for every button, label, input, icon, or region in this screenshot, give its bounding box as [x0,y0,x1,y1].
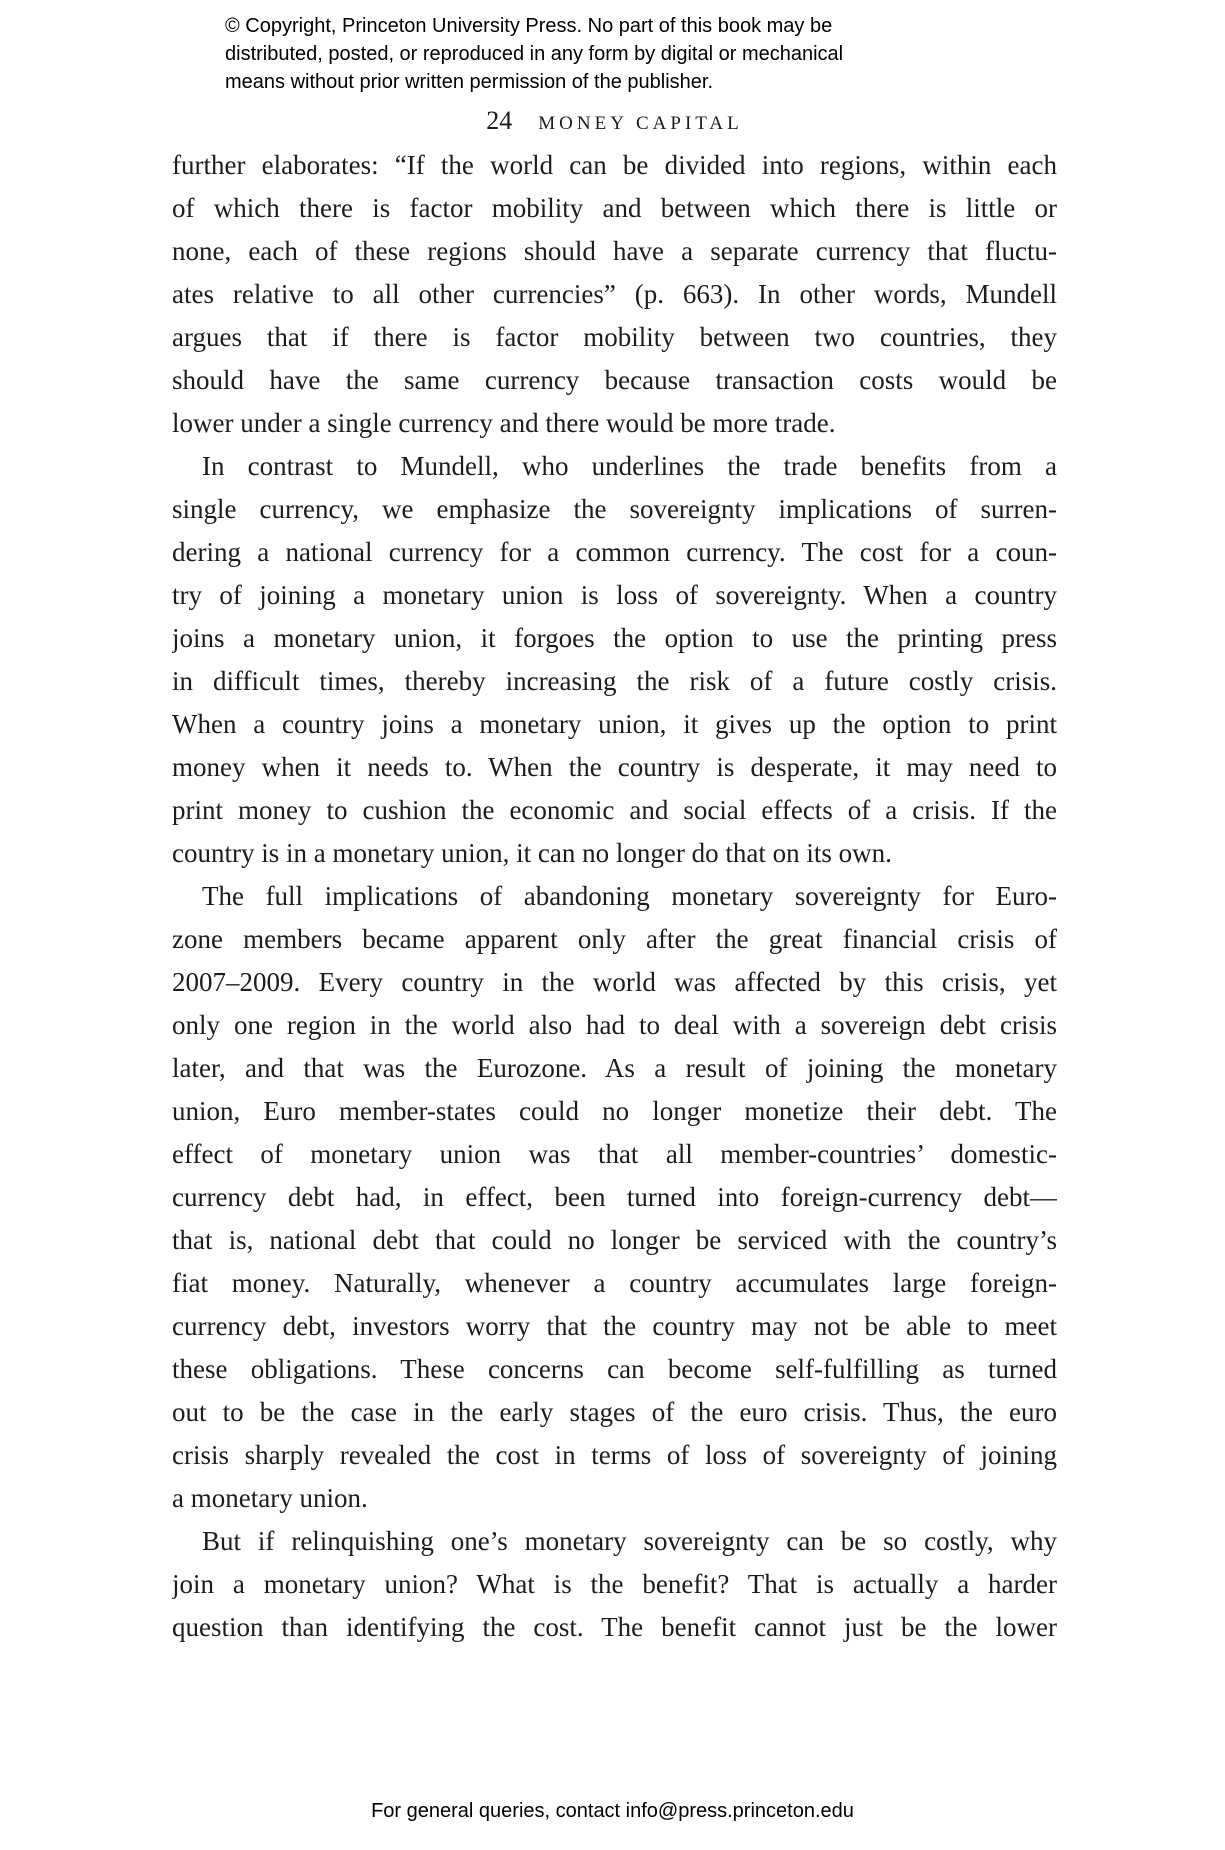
body-line: should have the same currency because transaction costs would be [172,365,1057,395]
body-line: country is in a monetary union, it can no longer do that on its own. [172,838,892,868]
body-line: question than identifying the cost. The benefit cannot just be the lower [172,1612,1057,1642]
body-line: of which there is factor mobility and between which there is little or [172,193,1057,223]
page-number: 24 [486,106,513,135]
body-line: further elaborates: “If the world can be divided into regions, within each [172,150,1057,180]
body-line: a monetary union. [172,1483,368,1513]
footer-contact-line: For general queries, contact info@press.princeton.edu [371,1800,854,1822]
body-line: out to be the case in the early stages of the euro crisis. Thus, the euro [172,1397,1057,1427]
body-line: later, and that was the Eurozone. As a result of joining the monetary [172,1053,1057,1083]
running-head [172,106,1057,136]
body-line: currency debt had, in effect, been turned into foreign-currency debt— [172,1182,1057,1212]
body-line: But if relinquishing one’s monetary sovereignty can be so costly, why [202,1526,1057,1556]
copyright-notice [225,12,995,96]
body-line: ates relative to all other currencies” (p. 663). In other words, Mundell [172,279,1057,309]
copyright-line: © Copyright, Princeton University Press. No part of this book may be [225,15,833,37]
body-line: dering a national currency for a common currency. The cost for a coun- [172,537,1057,567]
paragraph [172,1520,1057,1649]
body-line: argues that if there is factor mobility between two countries, they [172,322,1057,352]
body-line: 2007–2009. Every country in the world was affected by this crisis, yet [172,967,1057,997]
body-line: When a country joins a monetary union, it gives up the option to print [172,709,1057,739]
body-line: crisis sharply revealed the cost in terms of loss of sovereignty of joining [172,1440,1057,1470]
body-line: money when it needs to. When the country is desperate, it may need to [172,752,1057,782]
body-line: zone members became apparent only after the great financial crisis of [172,924,1057,954]
body-line: join a monetary union? What is the benefit? That is actually a harder [172,1569,1057,1599]
body-line: fiat money. Naturally, whenever a country accumulates large foreign- [172,1268,1057,1298]
paragraph [172,445,1057,875]
body-line: none, each of these regions should have a separate currency that fluctu- [172,236,1057,266]
copyright-line: distributed, posted, or reproduced in any form by digital or mechanical [225,43,844,65]
body-line: In contrast to Mundell, who underlines the trade benefits from a [202,451,1057,481]
body-line: in difficult times, thereby increasing the risk of a future costly crisis. [172,666,1057,696]
paragraph [172,144,1057,445]
body-line: joins a monetary union, it forgoes the option to use the printing press [172,623,1057,653]
body-line: try of joining a monetary union is loss of sovereignty. When a country [172,580,1057,610]
body-line: The full implications of abandoning monetary sovereignty for Euro- [202,881,1057,911]
body-line: these obligations. These concerns can become self-fulfilling as turned [172,1354,1057,1384]
paragraph [172,875,1057,1520]
body-line: lower under a single currency and there would be more trade. [172,408,836,438]
body-text [172,144,1057,1649]
body-line: union, Euro member-states could no longer monetize their debt. The [172,1096,1057,1126]
copyright-line: means without prior written permission of the publisher. [225,71,714,93]
book-title: MONEY CAPITAL [538,113,743,134]
body-line: single currency, we emphasize the sovereignty implications of surren- [172,494,1057,524]
body-line: print money to cushion the economic and social effects of a crisis. If the [172,795,1057,825]
body-line: only one region in the world also had to deal with a sovereign debt crisis [172,1010,1057,1040]
body-line: that is, national debt that could no longer be serviced with the country’s [172,1225,1057,1255]
body-line: effect of monetary union was that all member-countries’ domestic- [172,1139,1057,1169]
body-line: currency debt, investors worry that the country may not be able to meet [172,1311,1057,1341]
